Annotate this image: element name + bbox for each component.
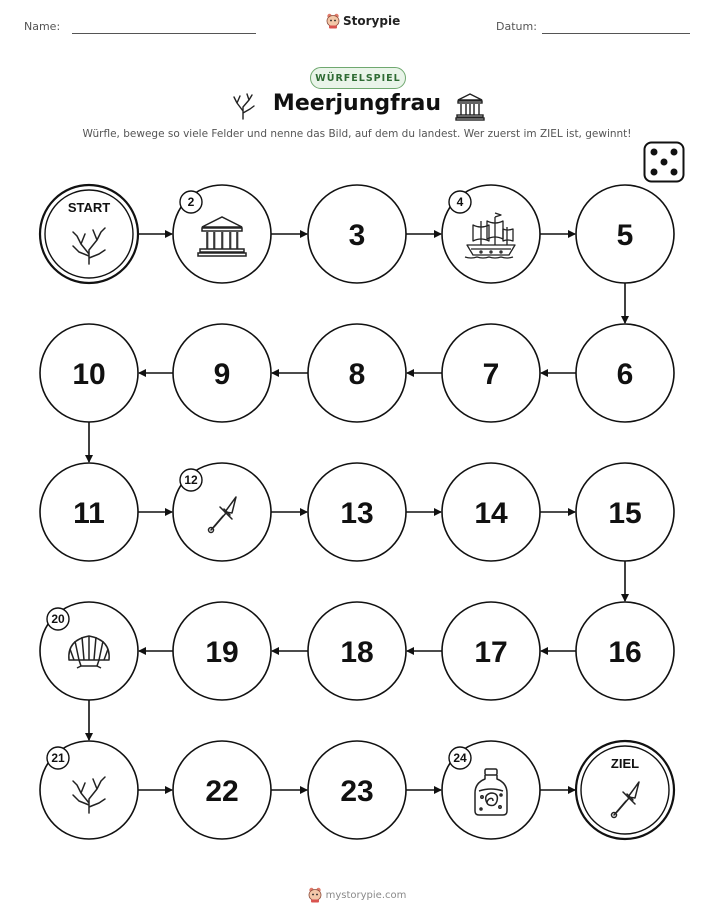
board-cell-22[interactable] bbox=[173, 741, 271, 839]
board-cell-8[interactable] bbox=[308, 324, 406, 422]
cell-number: 23 bbox=[340, 775, 374, 808]
footer bbox=[0, 887, 714, 903]
page-title: Meerjungfrau bbox=[272, 91, 442, 116]
cell-number: 22 bbox=[205, 775, 239, 808]
board-cell-19[interactable] bbox=[173, 602, 271, 700]
board-cell-24[interactable] bbox=[442, 741, 540, 839]
finish-label: ZIEL bbox=[610, 756, 640, 771]
cell-number-badge: 24 bbox=[453, 751, 467, 765]
brand-name: Storypie bbox=[343, 14, 401, 28]
board-cell-5[interactable] bbox=[576, 185, 674, 283]
board-cell-13[interactable] bbox=[308, 463, 406, 561]
cell-number: 8 bbox=[348, 358, 366, 391]
board-cell-7[interactable] bbox=[442, 324, 540, 422]
instructions: Würfle, bewege so viele Felder und nenne das Bild, auf dem du landest. Wer zuerst im ZIEL ist, gewinnt! bbox=[82, 128, 632, 140]
cell-number: 18 bbox=[340, 636, 374, 669]
cell-number: 9 bbox=[213, 358, 231, 391]
storypie-mascot-icon bbox=[308, 887, 322, 903]
cell-number: 5 bbox=[616, 219, 634, 252]
cell-number: 10 bbox=[72, 358, 106, 391]
start-label: START bbox=[67, 200, 111, 215]
cell-number: 17 bbox=[474, 636, 508, 669]
board-cell-14[interactable] bbox=[442, 463, 540, 561]
board-cell-15[interactable] bbox=[576, 463, 674, 561]
board-cell-12[interactable] bbox=[173, 463, 271, 561]
board-cell-3[interactable] bbox=[308, 185, 406, 283]
cell-number: 14 bbox=[474, 497, 508, 530]
cell-number: 15 bbox=[608, 497, 642, 530]
board-cell-25[interactable] bbox=[576, 741, 674, 839]
cell-number-badge: 20 bbox=[51, 612, 65, 626]
cell-number: 16 bbox=[608, 636, 642, 669]
date-label: Datum: bbox=[496, 20, 537, 33]
board-cell-2[interactable] bbox=[173, 185, 271, 283]
cell-number-badge: 4 bbox=[456, 195, 464, 209]
game-type-badge: WÜRFELSPIEL bbox=[310, 67, 406, 89]
board-cell-17[interactable] bbox=[442, 602, 540, 700]
board-cell-1[interactable] bbox=[40, 185, 138, 283]
cell-number: 3 bbox=[348, 219, 366, 252]
board-cell-10[interactable] bbox=[40, 324, 138, 422]
cell-number-badge: 21 bbox=[51, 751, 65, 765]
cell-number: 19 bbox=[205, 636, 239, 669]
name-label: Name: bbox=[24, 20, 61, 33]
board-cell-23[interactable] bbox=[308, 741, 406, 839]
cell-number-badge: 12 bbox=[184, 473, 198, 487]
footer-url: mystorypie.com bbox=[325, 889, 407, 901]
board-cell-16[interactable] bbox=[576, 602, 674, 700]
board-cell-18[interactable] bbox=[308, 602, 406, 700]
board-cell-21[interactable] bbox=[40, 741, 138, 839]
cell-number: 6 bbox=[616, 358, 634, 391]
board-cell-20[interactable] bbox=[40, 602, 138, 700]
board-cell-4[interactable] bbox=[442, 185, 540, 283]
board-cell-9[interactable] bbox=[173, 324, 271, 422]
cell-number: 13 bbox=[340, 497, 374, 530]
cell-number: 11 bbox=[73, 497, 105, 530]
board-cell-6[interactable] bbox=[576, 324, 674, 422]
cell-number: 7 bbox=[482, 358, 500, 391]
board-cell-11[interactable] bbox=[40, 463, 138, 561]
cell-number-badge: 2 bbox=[187, 195, 195, 209]
